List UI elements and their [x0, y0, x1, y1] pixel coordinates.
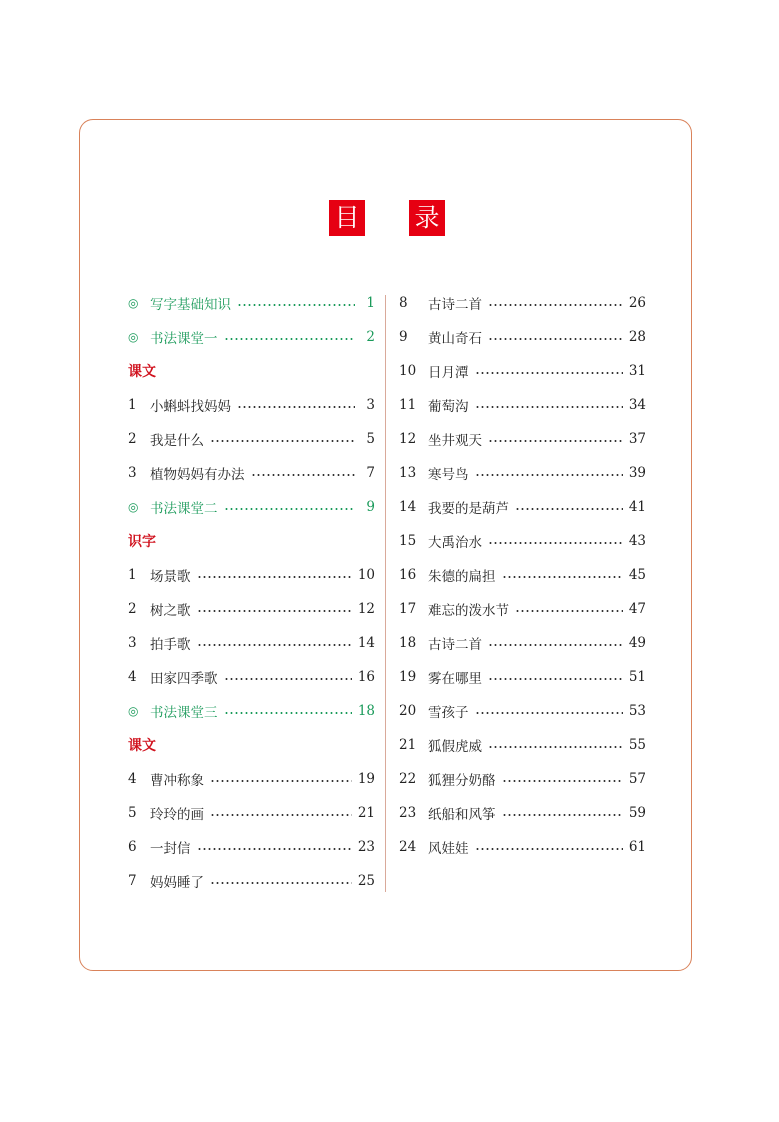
entry-title: 纸船和风筝 — [428, 807, 496, 823]
toc-entry[interactable] — [399, 592, 646, 626]
dot-leader — [502, 576, 623, 578]
entry-title: 书法课堂三 — [150, 705, 218, 721]
entry-number: 23 — [399, 805, 417, 821]
toc-entry[interactable] — [399, 660, 646, 694]
dot-leader — [197, 644, 352, 646]
entry-page: 18 — [357, 703, 375, 719]
entry-page: 61 — [628, 839, 646, 855]
dot-leader — [210, 440, 355, 442]
entry-page: 31 — [628, 363, 646, 379]
entry-title: 大禹治水 — [428, 535, 482, 551]
entry-page: 55 — [628, 737, 646, 753]
toc-entry[interactable] — [128, 660, 375, 694]
entry-title: 黄山奇石 — [428, 331, 482, 347]
toc-entry-special[interactable] — [128, 286, 375, 320]
entry-page: 7 — [366, 465, 375, 481]
circle-mark-icon: ◎ — [128, 330, 139, 344]
entry-title: 我是什么 — [150, 433, 204, 449]
section-heading: 课文 — [128, 738, 156, 754]
toc-entry[interactable] — [399, 796, 646, 830]
entry-page: 19 — [357, 771, 375, 787]
entry-page: 16 — [357, 669, 375, 685]
toc-entry[interactable] — [399, 490, 646, 524]
circle-mark-icon: ◎ — [128, 296, 139, 310]
toc-entry[interactable] — [399, 524, 646, 558]
entry-title: 狐狸分奶酪 — [428, 773, 496, 789]
entry-title: 植物妈妈有办法 — [150, 467, 245, 483]
dot-leader — [224, 338, 356, 340]
dot-leader — [515, 508, 623, 510]
circle-mark-icon: ◎ — [128, 704, 139, 718]
entry-number: 3 — [128, 465, 137, 481]
entry-number: 19 — [399, 669, 417, 685]
entry-number: 17 — [399, 601, 417, 617]
entry-number: 1 — [128, 397, 137, 413]
entry-title: 朱德的扁担 — [428, 569, 496, 585]
entry-number: 8 — [399, 295, 408, 311]
entry-page: 39 — [628, 465, 646, 481]
entry-number: 6 — [128, 839, 137, 855]
title-char-2: 录 — [409, 200, 445, 236]
dot-leader — [488, 678, 623, 680]
entry-number: 10 — [399, 363, 417, 379]
entry-page: 28 — [628, 329, 646, 345]
circle-mark-icon: ◎ — [128, 500, 139, 514]
title-char-1: 目 — [329, 200, 365, 236]
toc-left-column — [128, 286, 375, 898]
toc-entry[interactable] — [128, 592, 375, 626]
entry-number: 11 — [399, 397, 417, 413]
entry-title: 田家四季歌 — [150, 671, 218, 687]
entry-page: 43 — [628, 533, 646, 549]
entry-number: 1 — [128, 567, 137, 583]
entry-page: 9 — [366, 499, 375, 515]
toc-entry[interactable] — [399, 830, 646, 864]
entry-number: 7 — [128, 873, 137, 889]
entry-page: 51 — [628, 669, 646, 685]
entry-number: 2 — [128, 431, 137, 447]
entry-title: 风娃娃 — [428, 841, 469, 857]
entry-number: 22 — [399, 771, 417, 787]
entry-title: 古诗二首 — [428, 297, 482, 313]
entry-title: 书法课堂二 — [150, 501, 218, 517]
section-heading: 课文 — [128, 364, 156, 380]
dot-leader — [488, 542, 623, 544]
entry-number: 16 — [399, 567, 417, 583]
dot-leader — [197, 576, 352, 578]
toc-entry[interactable] — [128, 864, 375, 898]
dot-leader — [488, 746, 623, 748]
column-divider — [385, 295, 386, 892]
dot-leader — [224, 712, 352, 714]
toc-title — [0, 200, 779, 236]
toc-entry[interactable] — [128, 830, 375, 864]
toc-entry[interactable] — [399, 388, 646, 422]
toc-entry[interactable] — [399, 354, 646, 388]
toc-entry[interactable] — [399, 558, 646, 592]
entry-title: 曹冲称象 — [150, 773, 204, 789]
dot-leader — [475, 474, 623, 476]
toc-right-column — [399, 286, 646, 864]
entry-title: 日月潭 — [428, 365, 469, 381]
entry-page: 53 — [628, 703, 646, 719]
toc-entry[interactable] — [399, 320, 646, 354]
dot-leader — [210, 882, 352, 884]
entry-number: 9 — [399, 329, 408, 345]
dot-leader — [210, 814, 352, 816]
dot-leader — [210, 780, 352, 782]
toc-entry[interactable] — [399, 762, 646, 796]
section-heading: 识字 — [128, 534, 156, 550]
entry-title: 坐井观天 — [428, 433, 482, 449]
entry-page: 47 — [628, 601, 646, 617]
entry-number: 21 — [399, 737, 417, 753]
toc-entry[interactable] — [128, 762, 375, 796]
entry-page: 34 — [628, 397, 646, 413]
dot-leader — [488, 338, 623, 340]
dot-leader — [237, 406, 355, 408]
entry-page: 45 — [628, 567, 646, 583]
entry-title: 玲玲的画 — [150, 807, 204, 823]
dot-leader — [224, 678, 352, 680]
entry-title: 寒号鸟 — [428, 467, 469, 483]
dot-leader — [237, 304, 355, 306]
entry-page: 5 — [366, 431, 375, 447]
entry-page: 49 — [628, 635, 646, 651]
entry-title: 书法课堂一 — [150, 331, 218, 347]
entry-title: 难忘的泼水节 — [428, 603, 509, 619]
toc-entry-special[interactable] — [128, 490, 375, 524]
entry-number: 14 — [399, 499, 417, 515]
entry-page: 14 — [357, 635, 375, 651]
entry-title: 葡萄沟 — [428, 399, 469, 415]
entry-title: 妈妈睡了 — [150, 875, 204, 891]
entry-number: 4 — [128, 771, 137, 787]
entry-title: 小蝌蚪找妈妈 — [150, 399, 231, 415]
toc-entry[interactable] — [128, 796, 375, 830]
dot-leader — [502, 780, 623, 782]
dot-leader — [475, 712, 623, 714]
entry-title: 拍手歌 — [150, 637, 191, 653]
dot-leader — [502, 814, 623, 816]
dot-leader — [475, 372, 623, 374]
entry-page: 23 — [357, 839, 375, 855]
entry-title: 树之歌 — [150, 603, 191, 619]
entry-page: 37 — [628, 431, 646, 447]
toc-entry[interactable] — [128, 422, 375, 456]
toc-entry[interactable] — [128, 626, 375, 660]
entry-page: 12 — [357, 601, 375, 617]
dot-leader — [475, 848, 623, 850]
entry-page: 3 — [366, 397, 375, 413]
entry-title: 狐假虎威 — [428, 739, 482, 755]
toc-entry[interactable] — [399, 456, 646, 490]
entry-number: 12 — [399, 431, 417, 447]
entry-page: 59 — [628, 805, 646, 821]
entry-page: 21 — [357, 805, 375, 821]
dot-leader — [197, 610, 352, 612]
dot-leader — [251, 474, 356, 476]
entry-number: 2 — [128, 601, 137, 617]
entry-number: 18 — [399, 635, 417, 651]
entry-title: 雪孩子 — [428, 705, 469, 721]
entry-number: 4 — [128, 669, 137, 685]
dot-leader — [475, 406, 623, 408]
entry-page: 57 — [628, 771, 646, 787]
entry-page: 2 — [366, 329, 375, 345]
entry-title: 古诗二首 — [428, 637, 482, 653]
entry-page: 41 — [628, 499, 646, 515]
toc-entry[interactable] — [128, 558, 375, 592]
dot-leader — [488, 440, 623, 442]
entry-page: 10 — [357, 567, 375, 583]
entry-title: 一封信 — [150, 841, 191, 857]
entry-title: 写字基础知识 — [150, 297, 231, 313]
toc-entry[interactable] — [399, 422, 646, 456]
toc-entry[interactable] — [399, 286, 646, 320]
entry-page: 25 — [357, 873, 375, 889]
toc-entry-special[interactable] — [128, 320, 375, 354]
entry-number: 13 — [399, 465, 417, 481]
dot-leader — [488, 644, 623, 646]
entry-number: 24 — [399, 839, 417, 855]
toc-entry[interactable] — [399, 728, 646, 762]
entry-page: 26 — [628, 295, 646, 311]
entry-number: 20 — [399, 703, 417, 719]
entry-page: 1 — [366, 295, 375, 311]
dot-leader — [224, 508, 356, 510]
toc-entry[interactable] — [399, 626, 646, 660]
entry-number: 5 — [128, 805, 137, 821]
entry-number: 15 — [399, 533, 417, 549]
entry-title: 雾在哪里 — [428, 671, 482, 687]
toc-entry-special[interactable] — [128, 694, 375, 728]
toc-entry[interactable] — [399, 694, 646, 728]
entry-number: 3 — [128, 635, 137, 651]
toc-entry[interactable] — [128, 456, 375, 490]
dot-leader — [488, 304, 623, 306]
dot-leader — [515, 610, 623, 612]
dot-leader — [197, 848, 352, 850]
toc-entry[interactable] — [128, 388, 375, 422]
entry-title: 我要的是葫芦 — [428, 501, 509, 517]
entry-title: 场景歌 — [150, 569, 191, 585]
